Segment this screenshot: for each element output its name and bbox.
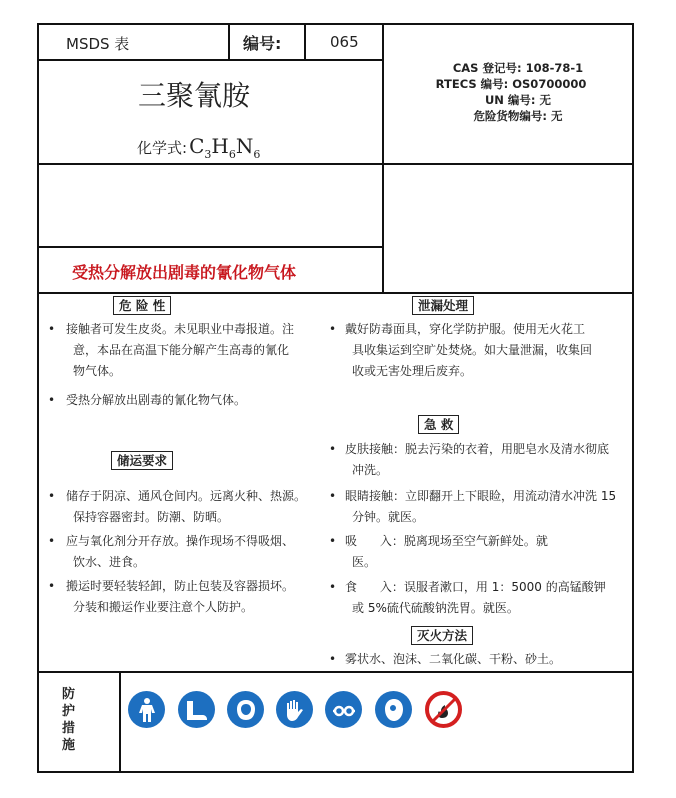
protective-gloves-icon	[276, 691, 313, 728]
first-aid-item: 吸 入：脱离现场至空气新鲜处。就 医。	[345, 534, 548, 569]
warning-banner: 受热分解放出剧毒的氰化物气体	[72, 263, 297, 282]
first-aid-item: 皮肤接触：脱去污染的衣着，用肥皂水及清水彻底 冲洗。	[345, 442, 610, 477]
first-aid-item: 食 入：误服者漱口，用 1：5000 的高锰酸钾 或 5%硫代硫酸钠洗胃。就医。	[345, 580, 606, 615]
number-value: 065	[330, 33, 359, 51]
hearing-protection-icon	[375, 691, 412, 728]
cas-number: CAS 登记号: 108-78-1	[452, 61, 584, 75]
fire-title: 灭火方法	[411, 626, 473, 645]
bullet: •	[329, 322, 337, 336]
storage-item: 应与氧化剂分开存放。操作现场不得吸烟、 饮水、进食。	[66, 534, 295, 569]
bullet: •	[48, 534, 56, 548]
hazards-title: 危 险 性	[113, 296, 171, 315]
bullet: •	[48, 393, 56, 407]
rtecs-number: RTECS 编号: OS0700000	[435, 77, 587, 91]
safety-boots-icon	[178, 691, 215, 728]
chemical-name: 三聚氰胺	[138, 79, 251, 112]
spill-item: 戴好防毒面具，穿化学防护服。使用无火花工 具收集运到空旷处焚烧。如大量泄漏，收集回 收或无害处理后废弃。	[345, 322, 593, 378]
bullet: •	[48, 579, 56, 593]
divider	[228, 23, 230, 60]
dangerous-goods-number: 危险货物编号: 无	[473, 109, 563, 123]
first-aid-item: 眼睛接触：立即翻开上下眼睑，用流动清水冲洗 15 分钟。就医。	[345, 489, 617, 524]
respirator-mask-icon	[227, 691, 264, 728]
formula-line	[137, 134, 260, 161]
bullet: •	[329, 652, 337, 666]
protective-suit-icon	[128, 691, 165, 728]
divider	[304, 23, 306, 60]
bullet: •	[329, 580, 337, 594]
bullet: •	[48, 489, 56, 503]
safety-goggles-icon	[325, 691, 362, 728]
storage-item: 搬运时要轻装轻卸，防止包装及容器损坏。 分装和搬运作业要注意个人防护。	[66, 579, 295, 614]
msds-label: MSDS 表	[66, 35, 130, 53]
bullet: •	[48, 322, 56, 336]
divider	[119, 671, 121, 773]
formula: $C_3H_6N_6$	[189, 134, 261, 161]
storage-item: 储存于阴凉、通风仓间内。远离火种、热源。 保持容器密封。防潮、防晒。	[66, 489, 307, 524]
divider	[37, 246, 383, 248]
identifier-block	[384, 60, 634, 124]
hazard-item: 接触者可发生皮炎。未见职业中毒报道。注 意，本品在高温下能分解产生高毒的氰化 物气体。	[66, 322, 295, 378]
no-open-flame-icon	[425, 691, 462, 728]
number-label: 编号:	[243, 34, 282, 53]
first-aid-title: 急 救	[418, 415, 459, 434]
fire-item: 雾状水、泡沫、二氧化碳、干粉、砂土。	[345, 652, 562, 666]
divider	[37, 59, 383, 61]
bullet: •	[329, 442, 337, 456]
formula-label: 化学式:	[137, 139, 188, 157]
divider	[37, 671, 634, 673]
un-number: UN 编号: 无	[484, 93, 552, 107]
hazard-item: 受热分解放出剧毒的氰化物气体。	[66, 393, 247, 407]
divider	[37, 163, 634, 165]
divider	[37, 292, 634, 294]
spill-title: 泄漏处理	[412, 296, 474, 315]
storage-title: 储运要求	[111, 451, 173, 470]
bullet: •	[329, 534, 337, 548]
protection-label: 防 护 措 施	[62, 687, 76, 753]
bullet: •	[329, 489, 337, 503]
